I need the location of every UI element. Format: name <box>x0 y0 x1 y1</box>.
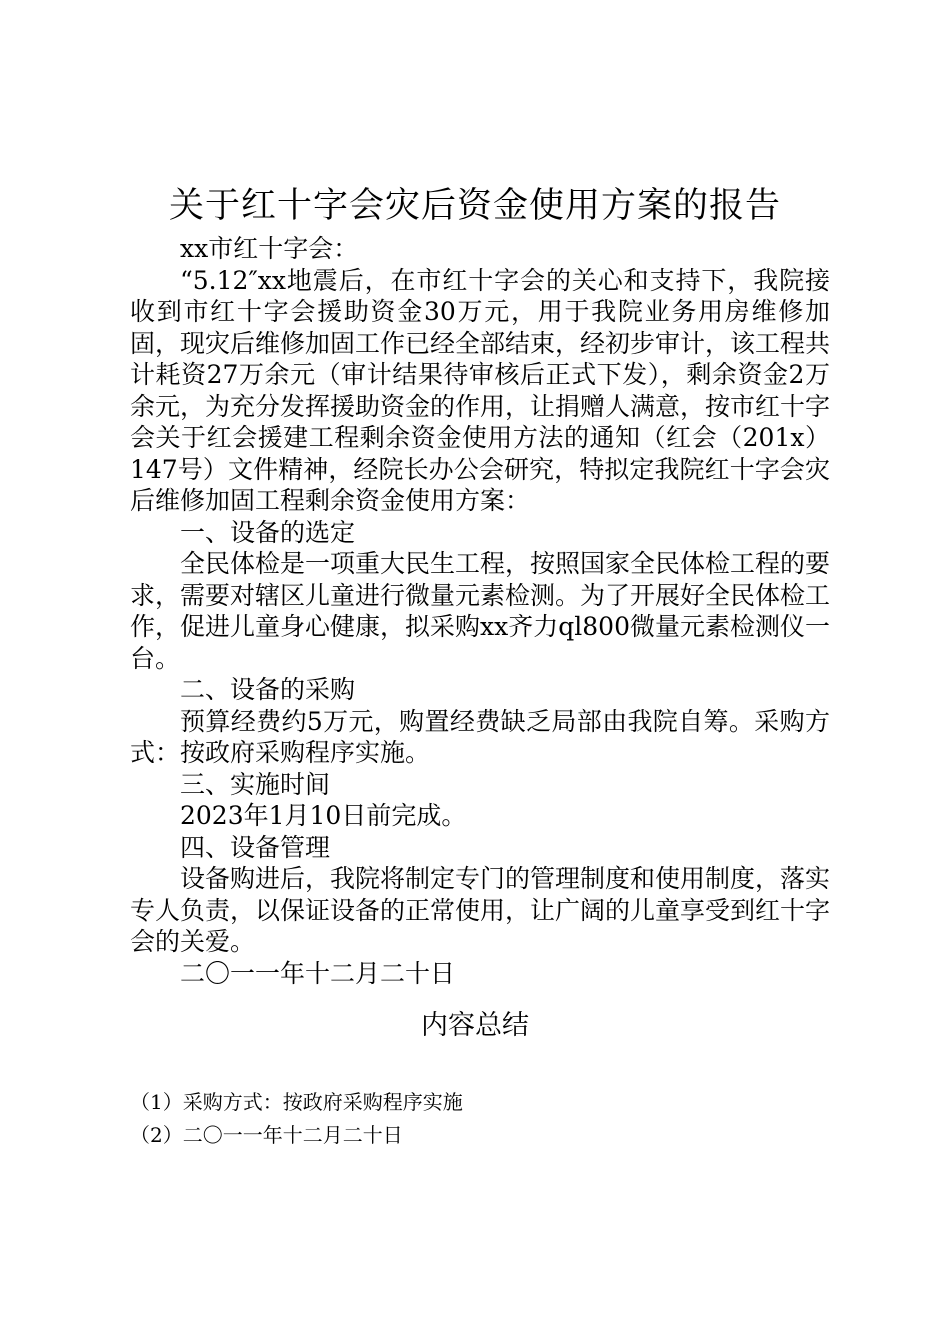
implementation-time-paragraph: 2023年1月10日前完成。 <box>180 801 467 830</box>
section-heading-equipment-procurement: 二、设备的采购 <box>180 675 356 704</box>
equipment-selection-paragraph: 全民体检是一项重大民生工程，按照国家全民体检工程的要求，需要对辖区儿童进行微量元素检测。为了开展好全民体检工作，促进儿童身心健康，拟采购xx齐力ql800微量元素检测仪一台。 <box>130 549 831 673</box>
summary-item: （1）采购方式：按政府采购程序实施 <box>130 1090 463 1114</box>
equipment-procurement-paragraph: 预算经费约5万元，购置经费缺乏局部由我院自筹。采购方式：按政府采购程序实施。 <box>130 706 830 767</box>
summary-title: 内容总结 <box>421 1010 529 1041</box>
summary-list <box>130 1086 830 1152</box>
section-heading-implementation-time: 三、实施时间 <box>180 769 331 799</box>
intro-paragraph: “5.12″xx地震后，在市红十字会的关心和支持下，我院接收到市红十字会援助资金30万元，用于我院业务用房维修加固，现灾后维修加固工作已经全部结束，经初步审计，该工程共计耗资27万余元（审计结果待审核后正式下发），剩余资金2万余元，为充分发挥援助资金的作用，让捐赠人满意，按市红十字会关于红会援建工程剩余资金使用方法的通知（红会（201x）147号）文件精神，经院长办公会研究，特拟定我院红十字会灾后维修加固工程剩余资金使用方案： <box>130 265 831 515</box>
document-title: 关于红十字会灾后资金使用方案的报告 <box>168 186 781 226</box>
salutation: xx市红十字会： <box>180 234 359 263</box>
section-heading-equipment-selection: 一、设备的选定 <box>180 517 356 547</box>
section-heading-equipment-management: 四、设备管理 <box>180 832 331 862</box>
equipment-management-paragraph: 设备购进后，我院将制定专门的管理制度和使用制度，落实专人负责，以保证设备的正常使用，让广阔的儿童享受到红十字会的关爱。 <box>130 864 831 956</box>
document-date: 二〇一一年十二月二十日 <box>180 958 456 988</box>
document-body <box>130 233 830 989</box>
summary-item: （2）二〇一一年十二月二十日 <box>130 1123 403 1147</box>
